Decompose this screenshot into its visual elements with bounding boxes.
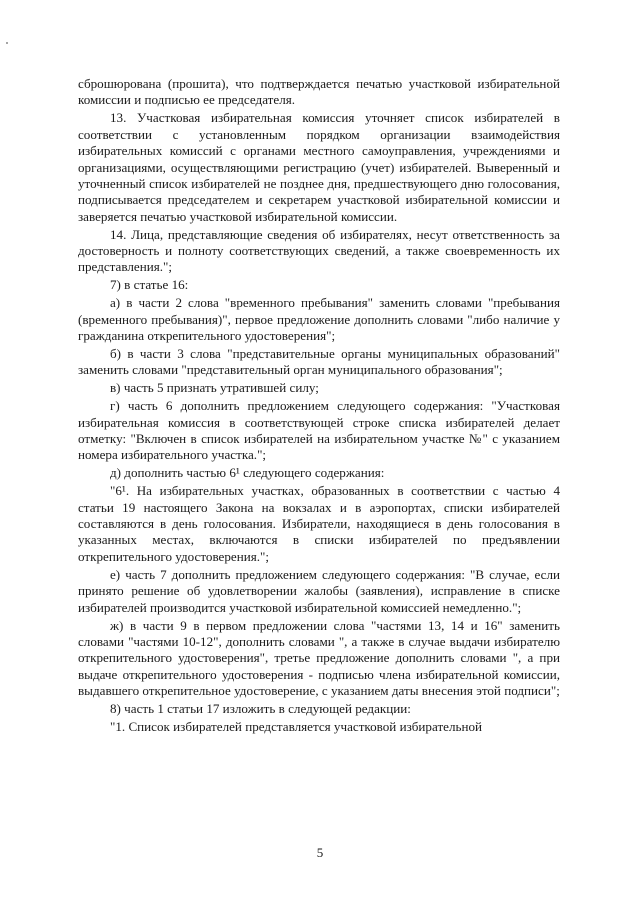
paragraph: 14. Лица, представляющие сведения об избирателях, несут ответственность за достоверность и полноту соответствующих сведений, а также своевременность их представления."; <box>78 226 560 275</box>
paragraph: "1. Список избирателей представляется участковой избирательной <box>110 718 483 734</box>
page-number: 5 <box>316 845 324 860</box>
paragraph: е) часть 7 дополнить предложением следующего содержания: "В случае, если принято решение об удовлетворении жалобы (заявления), исправление в списке избирателей производится участковой избирательной комиссией немедленно."; <box>78 566 560 615</box>
paragraph: 7) в статье 16: <box>110 277 189 293</box>
paragraph: д) дополнить частью 6¹ следующего содержания: <box>110 465 385 481</box>
paragraph: сброшюрована (прошита), что подтверждается печатью участковой избирательной комиссии и подписью ее председателя. <box>78 76 560 108</box>
paragraph: 8) часть 1 статьи 17 изложить в следующей редакции: <box>110 701 411 717</box>
scan-speck <box>6 42 8 44</box>
paragraph: ж) в части 9 в первом предложении слова "частями 13, 14 и 16" заменить словами "частями 10-12", дополнить словами ", а также в случае выдачи избирателю открепительного удостоверения", третье предложение дополнить словами ", а при выдаче открепительного удостоверения - подписью члена избирательной комиссии, выдавшего открепительное удостоверение, с указанием даты внесения этой подписи"; <box>78 617 560 699</box>
paragraph: б) в части 3 слова "представительные органы муниципальных образований" заменить словами "представительный орган муниципального образования"; <box>78 346 560 378</box>
paragraph: "6¹. На избирательных участках, образованных в соответствии с частью 4 статьи 19 настоящего Закона на вокзалах и в аэропортах, списки избирателей составляются в день голосования. Избиратели, находящиеся в день голосования в указанных местах, включаются в списки избирателей по предъявлении открепительного удостоверения."; <box>78 483 560 564</box>
paragraph: г) часть 6 дополнить предложением следующего содержания: "Участковая избирательная комиссия в соответствующей строке списка избирателей делает отметку: "Включен в список избирателей на избирательном участке №" с указанием номера избирательного участка."; <box>78 398 560 463</box>
paragraph: 13. Участковая избирательная комиссия уточняет список избирателей в соответствии с установленным порядком организации взаимодействия избирательных комиссий с органами местного самоуправления, учреждениями и организациями, осуществляющими регистрацию (учет) избирателей. Выверенный и уточненный список избирателей не позднее дня, предшествующего дню голосования, подписывается председателем и секретарем участковой избирательной комиссии и заверяется печатью участковой избирательной комиссии. <box>78 110 560 224</box>
paragraph: в) часть 5 признать утратившей силу; <box>110 380 319 396</box>
paragraph: а) в части 2 слова "временного пребывания" заменить словами "пребывания (временного пребывания)", первое предложение дополнить словами "либо наличие у гражданина открепительного удостоверения"; <box>78 295 560 344</box>
body-text <box>78 76 560 737</box>
